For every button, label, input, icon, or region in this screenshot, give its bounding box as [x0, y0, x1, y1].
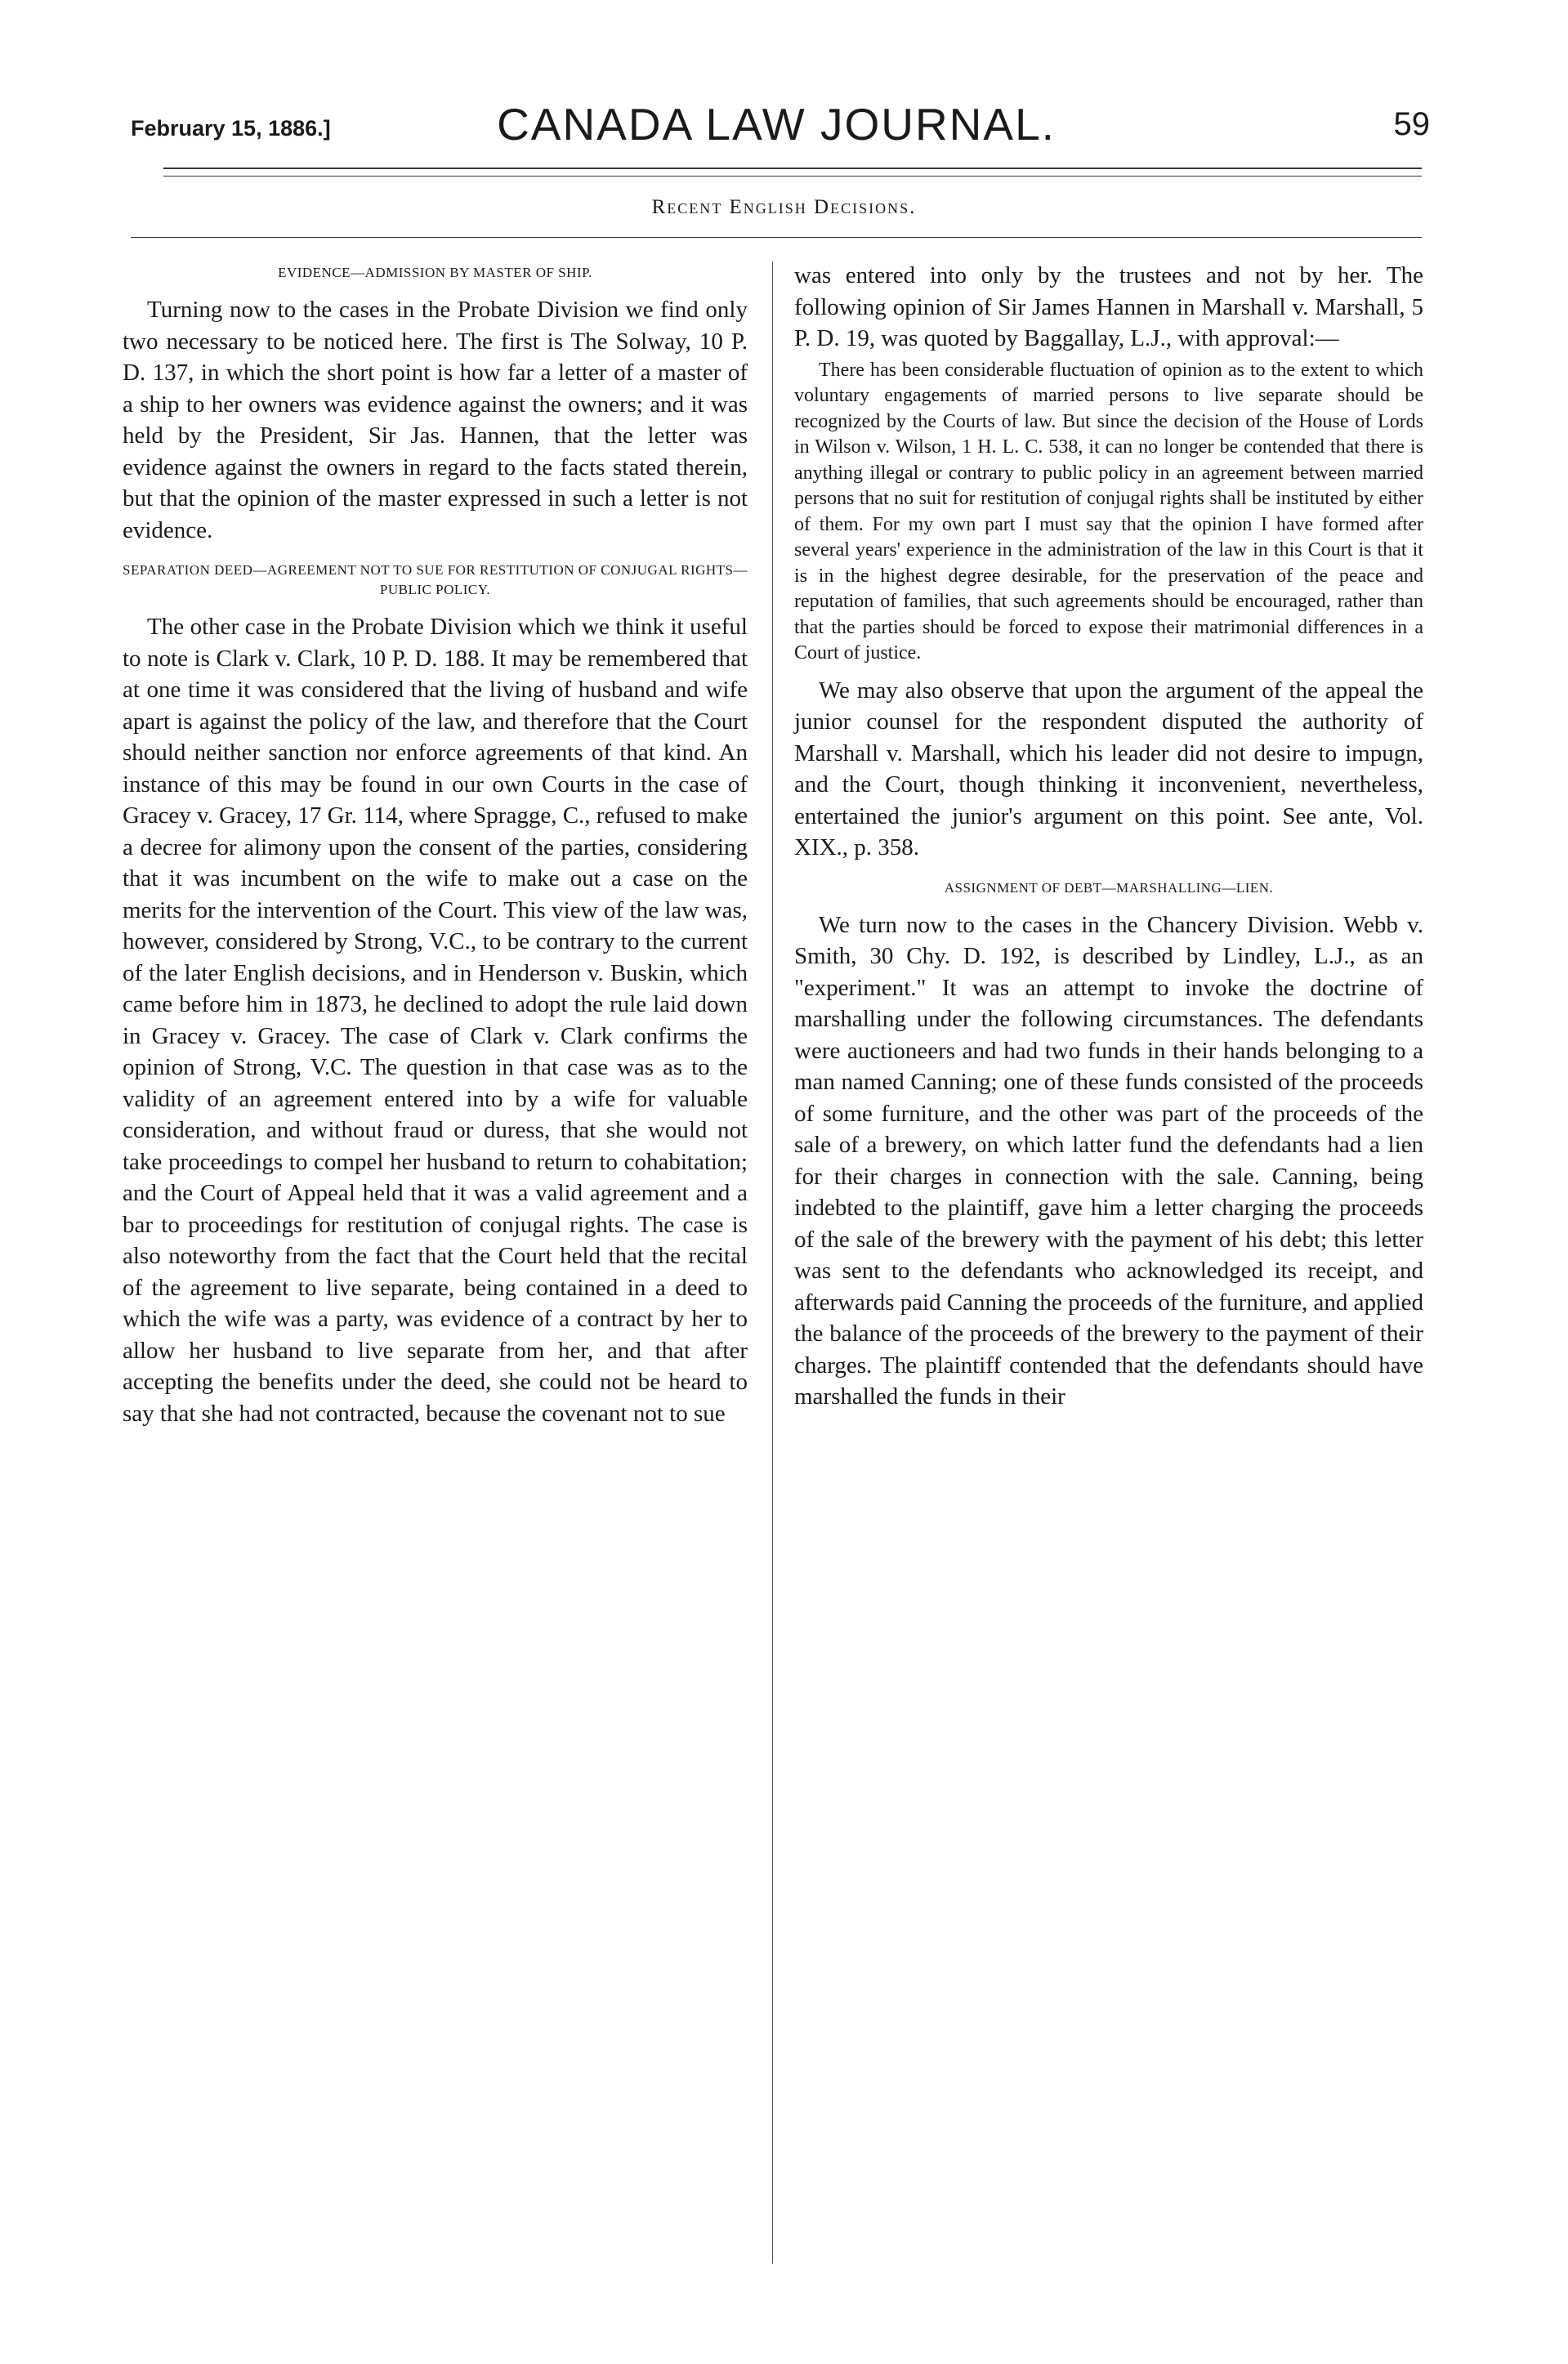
block-quote-hannen: There has been considerable fluctuation of opinion as to the extent to which voluntary engagements of married persons to live separate should be recognized by the Courts of law. But since the decision of the House of Lords in Wilson v. Wilson, 1 H. L. C. 538, it can no longer be contended that there is anything illegal or contrary to public policy in an agreement between married persons that no suit for restitution of conjugal rights shall be instituted by either of them. For my own part I must say that the opinion I have formed after several years' experience in the administration of the law in this Court is that it is in the highest degree desirable, for the preservation of the peace and reputation of families, that such agreements should be encouraged, rather than that the parties should be forced to expose their matrimonial differences in a Court of justice.	[794, 359, 1423, 664]
left-column	[123, 260, 748, 1429]
subhead-assignment-of-debt: ASSIGNMENT OF DEBT—MARSHALLING—LIEN.	[944, 879, 1274, 896]
section-title: Recent English Decisions.	[651, 196, 917, 218]
subhead-separation-deed: SEPARATION DEED—AGREEMENT NOT TO SUE FOR RESTITUTION OF CONJUGAL RIGHTS—PUBLIC POLICY.	[123, 562, 748, 597]
header-rule	[163, 168, 1422, 169]
right-column	[794, 260, 1423, 1413]
header-rule-thin	[163, 176, 1422, 177]
issue-date: February 15, 1886.]	[131, 116, 331, 141]
running-head	[123, 98, 1430, 155]
subhead-evidence: EVIDENCE—ADMISSION BY MASTER OF SHIP.	[278, 265, 592, 280]
paragraph-junior-counsel: We may also observe that upon the argument of the appeal the junior counsel for the respondent disputed the authority of Marshall v. Marshall, which his leader did not desire to impugn, and the Court, though thinking it inconvenient, nevertheless, entertained the junior's argument on this point. See ante, Vol. XIX., p. 358.	[794, 677, 1423, 860]
paragraph-clark-v-clark: The other case in the Probate Division which we think it useful to note is Clark v. Clark, 10 P. D. 188. It may be remembered that at one time it was considered that the living of husband and wife apart is against the policy of the law, and therefore that the Court should neither sanction nor enforce agreements of that kind. An instance of this may be found in our own Courts in the case of Gracey v. Gracey, 17 Gr. 114, where Spragge, C., refused to make a decree for alimony upon the consent of the parties, considering that it was incumbent on the wife to make out a case on the merits for the intervention of the Court. This view of the law was, however, considered by Strong, V.C., to be contrary to the current of the later English decisions, and in Henderson v. Buskin, which came before him in 1873, he declined to adopt the rule laid down in Gracey v. Gracey. The case of Clark v. Clark confirms the opinion of Strong, V.C. The question in that case was as to the validity of an agreement entered into by a wife for valuable consideration, and without fraud or duress, that she would not take proceedings to compel her husband to return to cohabitation; and the Court of Appeal held that it was a valid agreement and a bar to proceedings for restitution of conjugal rights. The case is also noteworthy from the fact that the Court held that the recital of the agreement to live separate, being contained in a deed to which the wife was a party, was evidence of a contract by her to allow her husband to live separate from her, and that after accepting the benefits under the deed, she could not be heard to say that she had not contracted, because the covenant not to sue	[123, 614, 748, 1427]
page-number: 59	[1393, 106, 1430, 142]
journal-title: CANADA LAW JOURNAL.	[497, 99, 1056, 150]
section-rule	[131, 237, 1422, 238]
paragraph-webb-v-smith: We turn now to the cases in the Chancery Division. Webb v. Smith, 30 Chy. D. 192, is described by Lindley, L.J., as an "experiment." It was an attempt to invoke the doctrine of marshalling under the following circumstances. The defendants were auctioneers and had two funds in their hands belonging to a man named Canning; one of these funds consisted of the proceeds of some furniture, and the other was part of the proceeds of the sale of a brewery, on which latter fund the defendants had a lien for their charges in connection with the sale. Canning, being indebted to the plaintiff, gave him a letter charging the proceeds of the sale of the brewery with the payment of his debt; this letter was sent to the defendants who acknowledged its receipt, and afterwards paid Canning the proceeds of the furniture, and applied the balance of the proceeds of the brewery to the payment of their charges. The plaintiff contended that the defendants should have marshalled the funds in their	[794, 911, 1423, 1410]
paragraph-solway: Turning now to the cases in the Probate Division we find only two necessary to be noticed here. The first is The Solway, 10 P. D. 137, in which the short point is how far a letter of a master of a ship to her owners was evidence against the owners; and it was held by the President, Sir Jas. Hannen, that the letter was evidence against the owners in regard to the facts stated therein, but that the opinion of the master expressed in such a letter is not evidence.	[123, 297, 748, 543]
column-divider	[772, 261, 773, 2263]
paragraph-continuation: was entered into only by the trustees and not by her. The following opinion of Sir James Hannen in Marshall v. Marshall, 5 P. D. 19, was quoted by Baggallay, L.J., with approval:—	[794, 262, 1423, 351]
